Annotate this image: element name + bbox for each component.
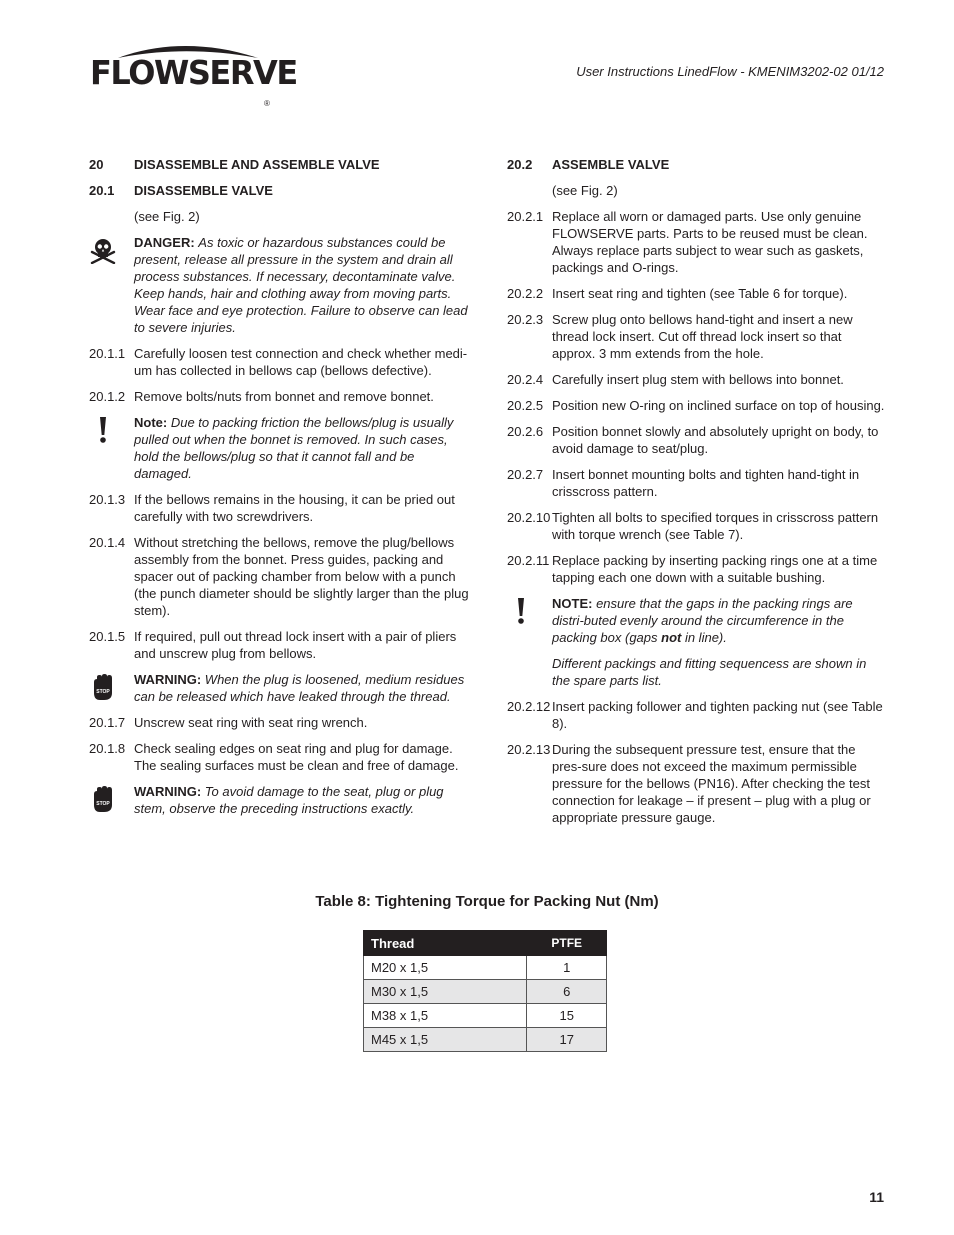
left-column: [89, 156, 469, 826]
step-paragraph: 20.1.4 Without stretching the bellows, remove the plug/bellows assembly from the bonnet. Press guides, packing and spacer out of packing chamber from below with a punch (the punch diameter should be slightly larger than the plug stem).: [89, 535, 469, 618]
step-paragraph: 20.1.5 If required, pull out thread lock insert with a pair of pliers and unscrew plug from bellows.: [89, 629, 457, 661]
step-paragraph: 20.2.2 Insert seat ring and tighten (see Table 6 for torque).: [507, 286, 848, 301]
section-title: DISASSEMBLE VALVE: [134, 183, 273, 198]
step-paragraph: 20.2.11 Replace packing by inserting packing rings one at a time tapping each one down with a suitable bushing.: [507, 553, 878, 585]
step-paragraph: 20.1.2 Remove bolts/nuts from bonnet and remove bonnet.: [89, 389, 434, 404]
registered-mark: ®: [264, 99, 270, 108]
step-paragraph: 20.2.7 Insert bonnet mounting bolts and tighten hand-tight in crisscross pattern.: [507, 467, 860, 499]
page-number: 11: [869, 1189, 884, 1205]
stop-hand-icon: [89, 673, 117, 701]
table-row: [364, 956, 607, 980]
table-header-row: [364, 931, 607, 956]
step-paragraph: 20.1.8 Check sealing edges on seat ring and plug for damage. The sealing surfaces must be clean and free of damage.: [89, 741, 459, 773]
thread-cell: M20 x 1,5: [364, 956, 527, 980]
figure-reference: (see Fig. 2): [134, 209, 200, 224]
document-reference: User Instructions LinedFlow - KMENIM3202-02 01/12: [576, 64, 884, 79]
table-row: [364, 1004, 607, 1028]
step-paragraph: 20.2.13 During the subsequent pressure test, ensure that the pres-sure does not exceed the maximum permissible pressure for the bellows (PN16). After checking the test connection for leakage – if present – plug with a plug or appropriate pressure gauge.: [507, 742, 871, 825]
table-title: Table 8: Tightening Torque for Packing Nut (Nm): [315, 893, 659, 910]
step-paragraph: 20.2.5 Position new O-ring on inclined surface on top of housing.: [507, 398, 885, 413]
warning-callout: [89, 671, 469, 705]
right-column: [507, 156, 887, 835]
note-callout: [89, 414, 469, 482]
section-number: 20.2: [507, 157, 533, 172]
warning-callout: [89, 783, 469, 817]
step-paragraph: 20.2.3 Screw plug onto bellows hand-tight and insert a new thread lock insert. Cut off thread lock insert so that approx. 3 mm extends from the hole.: [507, 312, 853, 361]
column-header-ptfe: PTFE: [527, 931, 607, 956]
section-heading: [89, 156, 469, 173]
section-title: DISASSEMBLE AND ASSEMBLE VALVE: [134, 157, 380, 172]
step-paragraph: 20.2.10 Tighten all bolts to specified torques in crisscross pattern with torque wrench (see Table 7).: [507, 510, 879, 542]
torque-cell: 17: [527, 1028, 607, 1052]
torque-cell: 15: [527, 1004, 607, 1028]
section-title: ASSEMBLE VALVE: [552, 157, 670, 172]
note-label: Note:: [134, 415, 168, 430]
subsection-heading: [507, 156, 887, 173]
note-callout: NOTE: ensure that the gaps in the packing rings are distri-buted evenly around the circumference in the packing box (gaps not in line). Different packings and fitting sequencess are shown in the spare parts list.: [507, 595, 887, 689]
torque-cell: 1: [527, 956, 607, 980]
stop-text: STOP: [96, 689, 110, 695]
skull-crossbones-icon: [89, 236, 117, 264]
thread-cell: M30 x 1,5: [364, 980, 527, 1004]
flowserve-logo: [90, 44, 297, 114]
subsection-heading: [89, 182, 469, 199]
note-text: Due to packing friction the bellows/plug is usually pulled out when the bonnet is removed. In such cases, hold the bellows/plug so that it cannot fall and be damaged.: [134, 415, 454, 481]
figure-reference: (see Fig. 2): [552, 183, 618, 198]
torque-table: [363, 930, 607, 1052]
thread-cell: M38 x 1,5: [364, 1004, 527, 1028]
danger-label: DANGER:: [134, 235, 195, 250]
note-label: NOTE:: [552, 596, 593, 611]
step-paragraph: 20.2.6 Position bonnet slowly and absolutely upright on body, to avoid damage to seat/plug.: [507, 424, 879, 456]
step-paragraph: 20.1.3 If the bellows remains in the housing, it can be pried out carefully with two screwdrivers.: [89, 492, 455, 524]
step-paragraph: 20.1.1 Carefully loosen test connection and check whether medi-um has collected in bellows cap (bellows defective).: [89, 346, 468, 378]
step-paragraph: 20.2.1 Replace all worn or damaged parts. Use only genuine FLOWSERVE parts. Parts to be reused must be clean. Always replace parts subject to wear such as gaskets, packings and O-rings.: [507, 209, 868, 275]
logo-wordmark: FLOWSERVE: [90, 53, 297, 92]
table-row: [364, 1028, 607, 1052]
stop-hand-icon: [89, 785, 117, 813]
danger-text: As toxic or hazardous substances could be present, release all pressure in the system and drain all process substances. If necessary, decontaminate valve. Keep hands, hair and clothing away from moving parts. Wear face and eye protection. Failure to observe can lead to severe injuries.: [134, 235, 468, 335]
table-row: [364, 980, 607, 1004]
step-paragraph: 20.2.12 Insert packing follower and tighten packing nut (see Table 8).: [507, 699, 883, 731]
section-number: 20: [89, 157, 104, 172]
note-text: Different packings and fitting sequencess are shown in the spare parts list.: [552, 656, 867, 688]
step-paragraph: 20.2.4 Carefully insert plug stem with bellows into bonnet.: [507, 372, 844, 387]
stop-text: STOP: [96, 801, 110, 807]
exclamation-icon: [507, 597, 535, 625]
column-header-thread: Thread: [364, 931, 527, 956]
section-number: 20.1: [89, 183, 115, 198]
exclamation-icon: [89, 416, 117, 444]
warning-text: To avoid damage to the seat, plug or plug stem, observe the preceding instructions exactly.: [134, 784, 444, 816]
step-paragraph: 20.1.7 Unscrew seat ring with seat ring wrench.: [89, 715, 368, 730]
warning-label: WARNING:: [134, 672, 202, 687]
warning-text: When the plug is loosened, medium residues can be released which have leaked through the thread.: [134, 672, 465, 704]
torque-cell: 6: [527, 980, 607, 1004]
thread-cell: M45 x 1,5: [364, 1028, 527, 1052]
warning-label: WARNING:: [134, 784, 202, 799]
danger-callout: [89, 234, 469, 336]
